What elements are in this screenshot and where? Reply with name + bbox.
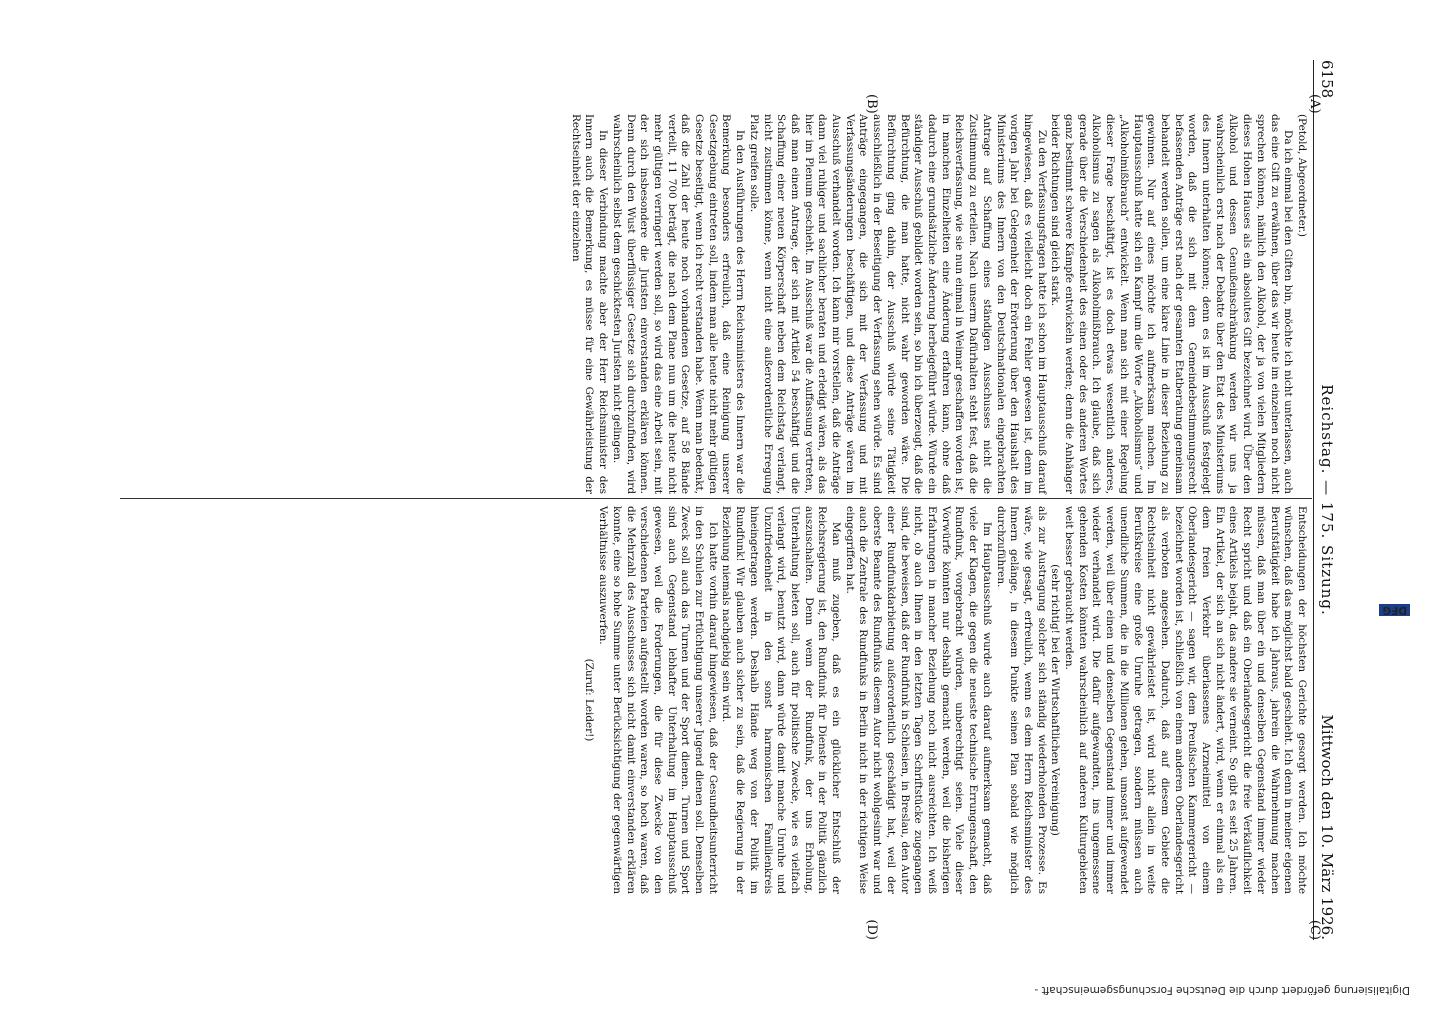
paragraph: In den Ausführungen des Herrn Reichsministers des Innern war die Bemerkung besonders erfreulich, daß eine Reinigung unserer Gesetzgebung eintreten soll, indem man alle heute nicht mehr gültigen Gesetze beseitigt, wenn ich recht verstanden habe. Wenn man bedenkt, daß die Zahl der heute noch vorhandenen Gesetze, auf 58 Bände verteilt, 11 700 beträgt, die nach dem Plane nun um die heute nicht mehr gültigen verringert werden soll, so wird das eine Arbeit sein, mit der sich insbesondere die Juristen einverstanden erklären können. Denn durch den Wust überflüssiger Gesetze sich durchzufinden, wird wahrscheinlich selbst dem geschicktesten Juristen nicht gelingen. (610, 114, 747, 494)
margin-mark-a: (A) (1307, 94, 1322, 114)
margin-mark-d: (D) (864, 919, 879, 940)
interjection: (sehr richtig! bei der Wirtschaftlichen Vereinigung) (1049, 564, 1062, 836)
interjection: (Zuruf: Leider!) (583, 658, 596, 742)
left-column (568, 114, 1308, 494)
margin-mark-b: (B) (864, 94, 879, 114)
paragraph: als zur Austragung solcher sich ständig wiederholenden Prozesse. Es wäre, wie gesagt, erfreulich, wenn es dem Herrn Reichsminister des Innern gelänge, in diesem Punkte seinen Plan sobald wie möglich durchzuführen. (994, 506, 1048, 894)
header-title: Reichstag. — 175. Sitzung. (1318, 384, 1336, 616)
page-header (1313, 60, 1336, 940)
dfg-logo: DFG (1379, 604, 1410, 616)
paragraph: Im Hauptausschuß wurde auch darauf aufmerksam gemacht, daß viele der Klagen, die gegen die neueste technische Errungenschaft, den Rundfunk, vorgebracht würden, unberechtigt seien. Viele dieser Vorwürfe könnten nur deshalb gemacht werden, weil die bisherigen Erfahrungen in mancher Beziehung noch nicht ausreichten. Ich weiß nicht, ob auch Ihnen in den letzten Tagen Schriftstücke zugegangen sind, die beweisen, daß der Rundfunk in Schlesien, in Breslau, den Autor einer Rundfunkdarbietung außerordentlich geschädigt hat, weil der oberste Beamte des Rundfunks diesem Autor nicht wohlgesinnt war und auch die Zentrale des Rundfunks in Berlin nicht in der richtigen Weise eingegriffen hat. (843, 506, 993, 894)
right-column (582, 506, 1308, 894)
paragraph: Entscheidungen der höchsten Gerichte gesorgt werden. Ich möchte wünschen, daß das möglichst bald geschieht. Ich denn in meiner eigenen Berufstätigkeit habe ich Jahraus, jahrein die Wahrnehmung machen müssen, daß man über ein und denselben Gegenstand immer wieder Recht spricht und daß ein Oberlandesgericht die freie Verkäuflichkeit eines Artikels bejaht, das andere sie verneint. So gibt es seit 25 Jahren. Ein Artikel, der sich an sich nicht ändert, wird, wenn er einmal als ein dem freien Verkehr überlassenes Arzneimittel von einem Oberlandesgericht — sagen wir, dem Preußischen Kammergericht — bezeichnet worden ist, schließlich von einem anderen Oberlandesgericht als verboten angesehen. Dadurch, daß auf diesem Gebiete die Rechtseinheit nicht gewährleistet ist, wird nicht allein in weite Berufskreise eine große Unruhe getragen, sondern müssen auch unendliche Summen, die in die Millionen gehen, umsonst aufgewendet werden, weil über einen und denselben Gegenstand immer und immer wieder verhandelt wird. Die dafür aufgewandten, ins ungemessene gehenden Kosten könnten wahrscheinlich auf anderen Kulturgebieten weit besser gebraucht werden. (1063, 506, 1308, 894)
header-date: Mittwoch den 10. März 1926. (1318, 714, 1336, 940)
page-number: 6158 (1318, 60, 1336, 99)
speaker-line: (Petold, Abgeordneter.) (1296, 114, 1308, 237)
paragraph: In dieser Verbindung machte aber der Herr Reichsminister des Innern auch die Bemerkung, es müsse für eine Gewährleistung der Rechtseinheit der einzelnen (569, 114, 610, 494)
margin-mark-c: (C) (1307, 919, 1322, 940)
paragraph: Da ich einmal bei den Giften bin, möchte ich nicht unterlassen, auch das eine Gift zu erwähnen, über das wir heute im einzelnen noch nicht sprechen können, nämlich den Alkohol, der ja von vielen Mitgliedern dieses Hohen Hauses als ein absolutes Gift bezeichnet wird. Über den Alkohol und dessen Genußeinschränkung werden wir uns ja wahrscheinlich erst nach der Debatte über den Etat des Ministeriums des Innern unterhalten können; denn es ist im Ausschuß festgelegt worden, daß die sich mit dem Gemeindebestimmungsrecht befassenden Anträge erst nach der gesamten Etatberatung gemeinsam behandelt werden sollen, um eine klare Linie in dieser Beziehung zu gewinnen. Nur auf eines möchte ich aufmerksam machen. Im Hauptausschuß hatte sich ein Kampf um die Worte „Alkoholismus“ und „Alkoholmißbrauch“ entwickelt. Wenn man sich mit einer Regelung dieser Frage beschäftigt, ist es doch etwas wesentlich anderes, Alkoholismus zu sagen als Alkoholmißbrauch. Ich glaube, daß sich gerade über die Verschiedenheit des einen oder des anderen Wortes ganz bestimmt schwere Kämpfe entwickeln werden; denn die Anhänger beider Richtungen sind gleich stark. (1049, 114, 1295, 494)
column-divider (120, 498, 1312, 499)
credit-text: Digitalisierung gefördert durch die Deutsche Forschungsgemeinschaft - (1034, 984, 1410, 996)
paragraph: Zu den Verfassungsfragen hatte ich schon im Hauptausschuß darauf hingewiesen, daß es vielleicht doch ein Fehler gewesen ist, denn im vorigen Jahr bei Gelegenheit der Erörterung über den Haushalt des Ministeriums des Innern von den Deutschnationalen eingebrachten Antrage auf Schaffung eines ständigen Ausschusses nicht die Zustimmung zu erteilen. Nach unserm Dafürhalten steht fest, daß die Reichsverfassung, wie sie nun einmal in Weimar geschaffen worden ist, in manchen Einzelheiten eine Änderung erfahren kann, ohne daß dadurch eine grundsätzliche Änderung herbeigeführt würde. Würde ein ständiger Ausschuß gebildet worden sein, so bin ich überzeugt, daß die Befürchtung, die man hatte, nicht wahr geworden wäre. Die Befürchtung ging dahin, der Ausschuß würde seine Tätigkeit ausschließlich in der Beseitigung der Verfassung sehen würde. Es sind Anträge eingegangen, die sich mit der Verfassung und mit Verfassungsänderungen beschäftigen, und diese Anträge wären im Ausschuß verhandelt worden. Ich kann mir vorstellen, daß die Anträge dann viel ruhiger und sachlicher beraten und erledigt wären, als das hier im Plenum geschieht. Im Ausschuß war die Auffassung vertreten, daß man einem Antrage, der sich mit Artikel 54 beschäftigt und die Schaffung einer neuen Körperschaft neben dem Reichstag verlangt, nicht zustimmen könne, wenn nicht eine außerordentliche Erregung Platz greifen solle. (747, 114, 1048, 494)
paragraph: Man muß zugeben, daß es ein glücklicher Entschluß der Reichsregierung ist, den Rundfunk für Dienste in der Politik gänzlich auszuschalten. Denn wenn der Rundfunk, der uns Erholung, Unterhaltung bieten soll, auch für politische Zwecke, wie es vielfach verlangt wird, benutzt wird, dann würde damit manche Unruhe und Unzufriedenheit in den sonst harmonischen Familienkreis hineingetragen werden. Deshalb Hände weg von der Politik im Rundfunk! Wir glauben auch sicher zu sein, daß die Regierung in der Beziehung niemals nachgiebig sein wird. (720, 506, 843, 894)
paragraph: Ich hatte vorhin darauf hingewiesen, daß der Gesundheitsunterricht in den Schulen zur Ertüchtigung unserer Jugend dienen soll. Demselben Zweck soll auch das Turnen und der Sport dienen. Turnen und Sport sind auch Gegenstand lebhafter Unterhaltung im Hauptausschuß gewesen, weil die Forderungen, die für diese Zwecke von den verschiedenen Parteien aufgestellt worden waren, so hoch waren, daß die Mehrzahl des Ausschusses sich nicht damit einverstanden erklären konnte, eine so hohe Summe unter Berücksichtigung der gegenwärtigen Verhältnisse auszuwerfen. (597, 506, 719, 894)
